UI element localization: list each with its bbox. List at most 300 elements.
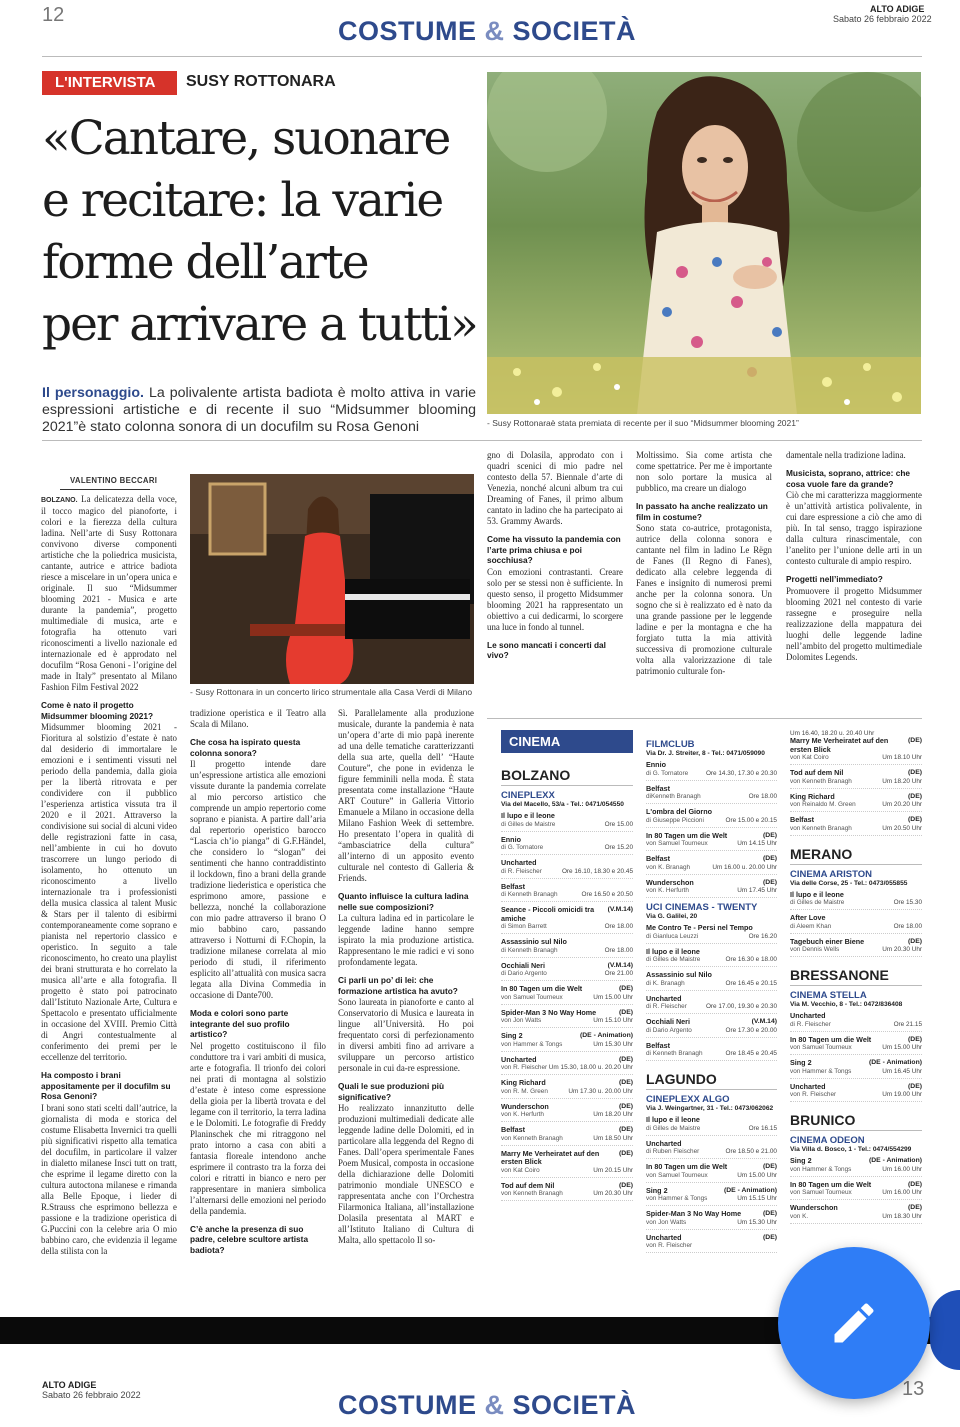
film-info-line — [646, 1195, 777, 1203]
section-title-amp: & — [484, 16, 505, 46]
cinema-column-3 — [790, 730, 922, 1308]
film-times: Ore 17.00, 19.30 e 20.30 — [705, 1003, 777, 1010]
film-rating: (V.M.14) — [607, 961, 633, 969]
film-times: Ore 18.00 — [748, 793, 777, 800]
cinema-name: CINEPLEXX ALGO — [646, 1094, 730, 1105]
film-director: di R. Fleischer — [646, 1003, 687, 1010]
film-info-line — [646, 1050, 777, 1058]
film-rating: (DE) — [763, 1233, 777, 1241]
film-title-line — [501, 1009, 633, 1018]
film-title-line — [501, 836, 633, 845]
film-title-line — [790, 1083, 922, 1092]
film-info-line — [501, 1088, 633, 1096]
film-title-line — [501, 985, 633, 994]
film-title: King Richard — [501, 1078, 546, 1087]
film-times: Um 15.15 Uhr — [737, 1195, 777, 1202]
film-title: Uncharted — [501, 858, 537, 867]
film-listing — [790, 769, 922, 789]
footer-paper-name: ALTO ADIGE — [42, 1380, 97, 1390]
film-title: Uncharted — [646, 1138, 682, 1148]
paper-date: Sabato 26 febbraio 2022 — [833, 14, 932, 24]
film-director: von Samuel Tourneux — [646, 840, 708, 847]
film-title-line — [790, 891, 922, 900]
film-listing — [501, 1079, 633, 1099]
film-title-line — [501, 859, 633, 868]
film-times: Um 18.30 Uhr — [882, 1212, 922, 1220]
film-listing — [501, 938, 633, 958]
question: Ci parli un po’ di lei: che formazione artistica ha avuto? — [338, 975, 458, 996]
film-title-line — [501, 1126, 633, 1135]
section-title-second: SOCIETÀ — [512, 16, 637, 46]
answer: Ho realizzato innanzitutto delle produzioni multimediali dedicate alle leggende ladine delle Dolomiti, ed in particolare alla leggenda del Regno di Fanes. Dall’opera sperimentale Fanes Poem Musical, composta in occasione della dichiarazione delle Dolomiti patrimonio mondiale UNESCO e rappresentata anche con l’Orchestra Filarmonica Italiana, all’installazione Dolasila presentata al MART e all’Istituto Italiano di Cultura di Malta, allo spettacolo Il so- — [338, 1103, 474, 1245]
film-info-line — [501, 947, 633, 955]
city-heading: BRESSANONE — [790, 967, 922, 986]
film-director: di Gilles de Maistre — [790, 899, 845, 906]
film-info-line — [790, 754, 922, 762]
film-rating: (DE) — [763, 878, 777, 886]
film-director: von R. Fleischer — [790, 1091, 837, 1098]
film-times: Um 16.00 Uhr — [882, 1189, 922, 1196]
film-info-line — [790, 825, 922, 833]
film-listing — [501, 906, 633, 934]
cinema-label: CINEMA — [501, 730, 633, 753]
film-times: Um 20.15 Uhr — [593, 1166, 633, 1174]
film-info-line — [501, 868, 633, 876]
article-column-3 — [338, 708, 474, 1306]
film-info-line — [646, 1125, 777, 1133]
portrait-photo — [487, 72, 921, 414]
film-title: Occhiali Neri — [646, 1017, 690, 1026]
cinema-address: Via Villa d. Bosco, 1 - Tel.: 0474/554299 — [790, 1146, 912, 1153]
film-times: Um 14.15 Uhr — [737, 840, 777, 847]
film-title-line — [646, 1210, 777, 1219]
film-rating: (DE) — [908, 816, 922, 823]
film-title-line — [646, 1234, 777, 1243]
film-director: von R. Fleischer — [501, 1064, 548, 1071]
film-times: Um 18.10 Uhr — [882, 754, 922, 761]
film-info-line — [646, 1242, 777, 1250]
film-listing — [646, 785, 777, 805]
film-title: In 80 Tagen um die Welt — [501, 984, 583, 993]
film-title: Me Contro Te - Persi nel Tempo — [646, 923, 753, 932]
footer-section-title — [338, 1390, 636, 1421]
film-listing — [501, 962, 633, 982]
film-title: After Love — [790, 913, 826, 922]
answer: I brani sono stati scelti dall’autrice, la giornalista di moda e storica del costume Elisabetta Invernici tra quelli più significativi rispetto alla tematica del docufilm, in particolare il valzer in dialetto milanese Insci tutt on tratt, che esprime il legame diretto con la cultura autoctona milanese e rimanda alla Belle Epoque, i lieder di R.Strauss che esprimono bellezza e passione e la tradizione operistica di G.Puccini con la celebre aria O mio babbino caro, che evidenzia il legame della stilista con la — [41, 1102, 177, 1256]
answer: gno di Dolasila, approdato con i quadri scenici di mio padre nel contesto della 57. Biennale d’arte di Venezia, nonché alcuni album tra cui Dreaming of Fanes, il primo album cantato in ladino che ha partecipato ai 53. Grammy Awards. — [487, 450, 623, 526]
film-listing — [790, 793, 922, 813]
film-times: Um 15.00 Uhr — [593, 993, 633, 1001]
film-times: Ore 15.20 — [604, 844, 633, 851]
film-times: Um 20.30 Uhr — [882, 946, 922, 953]
film-listing — [501, 1056, 633, 1076]
film-listing — [646, 1210, 777, 1230]
film-times: Ore 18.50 e 21.00 — [725, 1148, 777, 1155]
film-rating: (DE) — [908, 937, 922, 945]
film-times: Um 15.10 Uhr — [593, 1017, 633, 1024]
film-title-line — [501, 1056, 633, 1065]
film-title: Tod auf dem Nil — [501, 1180, 555, 1190]
film-rating: (DE) — [908, 769, 922, 776]
lede — [42, 385, 476, 436]
film-info-line — [501, 1190, 633, 1198]
film-title-line — [790, 1204, 922, 1213]
film-director: von Samuel Tourneux — [790, 1189, 852, 1196]
answer: Sono stata co-autrice, protagonista, autrice della colonna sonora e cantante nel film in ladino Le Rëgn de Fanes (Il Regno di Fanes), dedicato alla celebre leggenda di Fanes e insignito di numerosi premi anche per la colonna sonora. Un sogno che si è realizzato ed è nato da una grande passione per le leggende ladine e per la montagna e che ha forgiato tutta la mia attività successiva di promozione culturale volta alla valorizzazione di tale patrimonio culturale fon- — [636, 523, 772, 676]
portrait-caption: - Susy Rottonaraè stata premiata di recente per il suo “Midsummer blooming 2021” — [487, 418, 799, 428]
answer: Midsummer blooming 2021 - Fioritura al solstizio d’estate è nato dal desiderio di immortalare le emozioni e i sentimenti vissuti nel periodo della pandemia, dalla gioia per la libertà ritrovata e per condividere con il pubblico l’esperienza artistica vissuta tra il 2020 e il 2021. Attraverso la condivisione sui social di alcuni video delle registrazioni fatte in casa, nell’ambiente in cui ho dovuto trascorrere un lungo periodo di isolamento, ho ottenuto un riconoscimento a livello internazionale tra i professionisti della musica classica al talent Music & Stars per il talento di esibirmi contemporaneamente come soprano e pianista nel repertorio classico e operistico. In seguito a tale riconoscimento, ho creato una playlist dei brani strutturata e ho correlato la musica all’arte e alla fotografia. Il progetto è stato poi patrocinato dall’Istituto Nazionale Arte, Cultura e Spettacolo e presentato ufficialmente in occasione del XVIII. Premio Città di Angri contestualmente al conferimento dei premi per le eccellenze del territorio. — [41, 722, 177, 1062]
film-title-line — [790, 1059, 922, 1068]
question: Come ha vissuto la pandemia con l’arte prima chiusa e poi socchiusa? — [487, 534, 621, 565]
cinema-address: Via G. Galilei, 20 — [646, 913, 698, 920]
answer: Con emozioni contrastanti. Creare solo per se stessi non è sufficiente. In questo senso, il progetto Midsummer blooming 2021 ha rappresentato un obiettivo a cui dedicarmi, lo scorgere una luce in fondo al tunnel. — [487, 566, 623, 632]
film-title-line — [646, 1163, 777, 1172]
film-rating: (DE) — [908, 1180, 922, 1188]
film-director: di Gilles de Maistre — [501, 820, 556, 828]
interview-tag: L'INTERVISTA — [42, 71, 177, 95]
film-title: Tod auf dem Nil — [790, 768, 844, 777]
footer-page-number: 13 — [902, 1378, 925, 1400]
city-heading: LAGUNDO — [646, 1071, 777, 1090]
film-title: Marry Me Verheiratet auf den ersten Blick — [501, 1148, 600, 1166]
film-listing — [646, 1234, 777, 1254]
film-times: Ore 15.00 — [604, 820, 633, 828]
cinema-address: Via J. Weingartner, 31 - Tel.: 0473/062062 — [646, 1105, 774, 1112]
film-info-line — [501, 1167, 633, 1175]
film-title-line — [501, 1150, 633, 1167]
cinema-name: CINEPLEXX — [501, 790, 555, 801]
film-listing — [790, 938, 922, 958]
film-info-line — [646, 1219, 777, 1227]
film-rating: (V.M.14) — [751, 1018, 777, 1025]
pencil-edit-icon — [828, 1297, 880, 1349]
film-director: di R. Fleischer — [501, 867, 542, 875]
film-title-line — [790, 1036, 922, 1045]
film-title-line — [790, 938, 922, 947]
question: Musicista, soprano, attrice: che cosa vuole fare da grande? — [786, 468, 911, 489]
film-info-line — [646, 980, 777, 988]
film-times: Um 16.00 Uhr — [882, 1165, 922, 1173]
film-title: In 80 Tagen um die Welt — [790, 1034, 872, 1044]
film-info-line — [501, 821, 633, 829]
film-title: Wunderschon — [646, 877, 694, 887]
film-title: Wunderschon — [501, 1101, 549, 1111]
city-heading: MERANO — [790, 846, 922, 865]
film-rating: (DE) — [619, 1149, 633, 1157]
film-title: King Richard — [790, 791, 835, 801]
film-info-line — [646, 1027, 777, 1035]
question: Quanto influisce la cultura ladina nelle sue composizioni? — [338, 891, 469, 912]
cinema-name: CINEMA ODEON — [790, 1135, 865, 1146]
film-title-line — [646, 948, 777, 957]
film-times: Um 15.00 Uhr — [882, 1044, 922, 1051]
film-listing — [790, 891, 922, 911]
film-title-line — [501, 906, 633, 923]
film-title-line — [501, 962, 633, 971]
concert-photo — [190, 474, 474, 684]
cinema-address: Via delle Corse, 25 - Tel.: 0473/055855 — [790, 879, 908, 887]
answer: Promuovere il progetto Midsummer blooming 2021 nel contesto di varie rassegne e proseguire nella realizzazione della mappatura dei luoghi delle leggende ladine nell’ambito del progetto multimediale Dolomites Legends. — [786, 585, 922, 662]
film-director: di R. Fleischer — [790, 1020, 831, 1028]
film-title: Belfast — [501, 881, 525, 891]
film-director: di Ruben Fleischer — [646, 1148, 700, 1155]
film-rating: (DE) — [619, 1181, 633, 1189]
film-title: Occhiali Neri — [501, 960, 545, 970]
film-info-line — [790, 1166, 922, 1174]
film-listing — [790, 1157, 922, 1177]
film-title: Belfast — [646, 783, 670, 793]
film-director: di Dario Argento — [646, 1026, 692, 1034]
film-listing — [790, 1036, 922, 1056]
film-title: Spider-Man 3 No Way Home — [646, 1209, 742, 1218]
film-director: von Samuel Tourneux — [501, 993, 563, 1001]
film-listing — [501, 812, 633, 832]
film-title-line — [501, 938, 633, 947]
film-times: Ore 18.00 — [604, 923, 633, 930]
film-director: di Aleem Khan — [790, 922, 832, 930]
film-title-line — [501, 1103, 633, 1112]
film-title-line — [646, 1018, 777, 1027]
film-info-line — [646, 817, 777, 825]
film-info-line — [501, 970, 633, 978]
film-listing — [790, 816, 922, 836]
film-director: von Kenneth Branagh — [790, 777, 852, 785]
cinema-address: Via Dr. J. Streiter, 8 - Tel.: 0471/059090 — [646, 750, 765, 757]
portrait-photo-art — [487, 72, 921, 414]
film-listing — [646, 1018, 777, 1038]
article-column-6 — [786, 450, 922, 700]
film-info-line — [501, 994, 633, 1002]
film-rating: (DE - Animation) — [724, 1186, 777, 1194]
cinema-name: FILMCLUB — [646, 739, 695, 750]
film-times: Um 17.45 Uhr — [737, 887, 777, 894]
film-title: Il lupo e il leone — [646, 946, 700, 956]
film-listing — [646, 808, 777, 828]
film-title: Tagebuch einer Biene — [790, 936, 865, 946]
film-title: Marry Me Verheiratet auf den ersten Blick — [790, 736, 889, 754]
film-info-line — [501, 1064, 633, 1072]
film-title: Il lupo e il leone — [501, 811, 555, 820]
film-info-line — [646, 1148, 777, 1156]
answer: tradizione operistica e il Teatro alla Scala di Milano. — [190, 708, 326, 729]
section-title-main: COSTUME — [338, 16, 477, 46]
film-title-line — [790, 793, 922, 802]
film-director: di G. Tornatore — [501, 844, 544, 851]
film-times: Ore 17.30 e 20.00 — [725, 1026, 777, 1034]
footer-section-main: COSTUME — [338, 1390, 477, 1420]
film-listing — [501, 883, 633, 903]
film-times: Um 16.40, 18.20 u. 20.40 Uhr — [790, 730, 875, 737]
film-info-line — [501, 891, 633, 899]
film-director: von Hammer & Tongs — [501, 1040, 563, 1048]
film-title-line — [501, 1032, 633, 1041]
film-title: Uncharted — [646, 993, 682, 1003]
film-listing — [501, 1182, 633, 1202]
film-info-line — [646, 840, 777, 848]
answer: Ciò che mi caratterizza maggiormente è un’attività artistica polivalente, in cui dare espressione a ciò che amo di più. In tal senso, traggo ispirazione dalla cultura rinascimentale, con l’anelito per l’unione delle arti in un contesto culturale di ampio respiro. — [786, 490, 922, 566]
question: Che cosa ha ispirato questa colonna sonora? — [190, 737, 301, 758]
film-director: von Kenneth Branagh — [501, 1134, 563, 1142]
lede-text: La polivalente artista badiota è molto attiva in varie espressioni artistiche e di recente il suo “Midsummer blooming 2021”è stato colonna sonora di un docufilm su Rosa Genoni — [42, 385, 476, 435]
answer: La cultura ladina ed in particolare le leggende ladine hanno sempre ispirato la mia produzione artistica. Rappresentano le mie radici e vi sono profondamente legata. — [338, 913, 474, 967]
question: Progetti nell’immediato? — [786, 574, 883, 584]
film-info-line — [646, 793, 777, 801]
film-title-line — [790, 1012, 922, 1021]
film-listing — [646, 1187, 777, 1207]
film-title: Spider-Man 3 No Way Home — [501, 1007, 597, 1017]
film-info-line — [790, 778, 922, 786]
film-rating: (DE) — [908, 1035, 922, 1043]
film-title-line — [790, 1181, 922, 1190]
film-times: Um 19.00 Uhr — [882, 1091, 922, 1098]
question: Ha composto i brani appositamente per il docufilm su Rosa Genoni? — [41, 1070, 171, 1101]
film-info-line — [790, 1213, 922, 1221]
film-director: von Kat Coiro — [790, 754, 829, 761]
cinema-name: CINEMA ARISTON — [790, 868, 872, 880]
film-title: Belfast — [501, 1125, 525, 1134]
film-director: di Gilles de Maistre — [646, 956, 701, 963]
film-director: di Giuseppe Piccioni — [646, 816, 704, 824]
film-listing — [646, 1116, 777, 1136]
side-edge-tab — [930, 1290, 960, 1370]
film-director: von Hammer & Tongs — [790, 1165, 852, 1173]
film-times: Ore 18.00 — [604, 946, 633, 954]
film-rating: (DE) — [619, 1102, 633, 1110]
question: Come è nato il progetto Midsummer blooming 2021? — [41, 700, 154, 721]
film-times: Ore 15.30 — [893, 899, 922, 906]
cinema-list-2 — [646, 739, 777, 1253]
film-times: Ore 21.15 — [893, 1020, 922, 1028]
film-info-line — [501, 1111, 633, 1119]
film-title: Uncharted — [646, 1232, 682, 1242]
headline — [42, 108, 482, 356]
film-listing — [790, 737, 922, 765]
edit-fab-button[interactable] — [778, 1247, 930, 1399]
film-title: Uncharted — [501, 1054, 537, 1064]
film-title-line — [646, 1187, 777, 1196]
film-times: Um 15.30 Uhr — [737, 1218, 777, 1226]
city-heading: BOLZANO — [501, 767, 633, 786]
byline-rule — [60, 489, 150, 490]
film-rating: (DE) — [908, 1204, 922, 1211]
film-info-line — [790, 1021, 922, 1029]
film-rating: (DE - Animation) — [580, 1032, 633, 1039]
film-times: Ore 16.45 e 20.15 — [725, 979, 777, 987]
film-times: Um 18.20 Uhr — [882, 777, 922, 785]
film-info-line — [646, 1172, 777, 1180]
film-rating: (DE) — [763, 1210, 777, 1217]
film-title: Sing 2 — [790, 1058, 812, 1067]
film-listing — [501, 1032, 633, 1052]
film-title: Sing 2 — [790, 1156, 812, 1165]
answer: Moltissimo. Sia come artista che come spettatrice. Per me è importante non solo portare la musica al pubblico, ma creare un dialogo — [636, 450, 772, 493]
page-number: 12 — [42, 4, 65, 26]
film-times: Ore 16.10, 18.30 e 20.45 — [561, 867, 633, 875]
film-title: Seance - Piccoli omicidi tra amiche — [501, 905, 595, 923]
film-director: von K. Herfurth — [501, 1111, 544, 1118]
film-title: Sing 2 — [501, 1031, 523, 1040]
film-director: di Gianluca Leuzzi — [646, 932, 699, 940]
film-title-line — [646, 1042, 777, 1051]
footer-section-second: SOCIETÀ — [512, 1390, 637, 1420]
film-info-line — [790, 1068, 922, 1076]
film-director: von Kenneth Branagh — [790, 824, 852, 832]
film-listing — [790, 914, 922, 934]
article-column-4 — [487, 450, 623, 700]
film-times: Ore 14.30, 17.30 e 20.30 — [705, 769, 777, 777]
film-listing — [790, 1059, 922, 1079]
film-times: Ore 21.00 — [604, 970, 633, 977]
film-title: Uncharted — [790, 1011, 826, 1020]
film-listing — [501, 1009, 633, 1029]
film-director: di K. Branagh — [646, 979, 685, 987]
headline-line-4: per arrivare a tutti» — [42, 297, 477, 352]
film-listing — [646, 948, 777, 968]
film-times: Um 15.00 Uhr — [737, 1171, 777, 1179]
film-rating: (V.M.14) — [607, 906, 633, 913]
film-title-line — [646, 924, 777, 933]
answer: Sono laureata in pianoforte e canto al Conservatorio di Musica e laureata in lingue all’Università. Ho poi frequentato corsi di perfezionamento in diversi ambiti fino ad arrivare a sviluppare un percorso artistico personale in cui da-re espressione. — [338, 997, 474, 1073]
film-info-line — [646, 956, 777, 964]
film-title-line — [646, 995, 777, 1004]
film-title-line — [790, 914, 922, 923]
city-heading: BRUNICO — [790, 1112, 922, 1131]
film-info-line — [646, 864, 777, 872]
film-listing — [501, 859, 633, 879]
film-rating: (DE) — [619, 985, 633, 992]
answer: Nel progetto costituiscono il filo conduttore tra i vari ambiti di musica, arte e fotografia. Il trionfo dei colori nei prati di montagna al solstizio d’estate è inteso come espressione della gioia per la libertà trovata e del legame con il territorio, la terra ladina e le Dolomiti. Le fotografie di Freddy Planinschek che mi ritraggono nel prato intorno a casa con abiti a fantasia floreale intendono anche esprimere il contrasto tra la forza dei colori e ritratti in bianco e nero per rappresentare in maniera simbolica l’alternarsi delle emozioni nel periodo della pandemia. — [190, 1040, 326, 1216]
film-title-line — [790, 816, 922, 825]
film-title-line — [501, 812, 633, 821]
film-director: di Gilles de Maistre — [646, 1124, 701, 1132]
question: Le sono mancati i concerti dal vivo? — [487, 639, 606, 660]
lede-kicker: Il personaggio. — [42, 385, 144, 401]
intro-text: La delicatezza della voce, il tocco magico del pianoforte, i colori e la fierezza della cultura ladina. Nell’arte di Susy Rottonara convivono diverse componenti artistiche che la poliedrica musicista, cantante, autrice e attrice badiota riesce a miscelare in un’opera unica e originale. Il suo “Midsummer blooming 2021 - Musica e arte durante la pandemia”, progetto multimediale di musica, arte e fotografia ha ottenuto vari riconoscimenti a livello nazionale ed internazionale ed è approdato nel docufilm “Rosa Genoni - l’origine del made in Italy” presentato al Milano Fashion Film Festival 2022 — [41, 494, 177, 692]
film-listing — [646, 761, 777, 781]
film-listing — [790, 1181, 922, 1201]
film-info-line — [646, 887, 777, 895]
footer-paper-date: Sabato 26 febbraio 2022 — [42, 1390, 141, 1400]
film-director: von Jon Watts — [501, 1017, 542, 1024]
headline-line-1: «Cantare, suonare — [42, 111, 450, 166]
film-rating: (DE) — [619, 1008, 633, 1016]
film-times: Um 18.20 Uhr — [593, 1111, 633, 1118]
film-title: Belfast — [646, 1040, 670, 1050]
answer: Il progetto intende dare un’espressione artistica alle emozioni vissute durante la pandemia correlate al mio percorso artistico che comprende un ampio repertorio come soprano e pianista. A partire dall’aria dal repertorio operistico barocco “Lascia ch’io pianga” di G.F.Händel, che considero lo “slogan” dei sentimenti che hanno contraddistinto il lockdown, fino a brani della grande tradizione liederistica e operistica che esprimono amore, passione e bellezza, nonché la collaborazione con mio padre attraverso il brano O mio babbino caro, passando attraverso i Notturni di F.Chopin, la tradizione milanese correlata al mio periodo di studi, il riferimento esplicito all’attualità con musica sacra legata alla Divina Commedia in occasione di Dante700. — [190, 759, 326, 1000]
film-director: von Kat Coiro — [501, 1166, 540, 1174]
film-listing — [646, 924, 777, 944]
headline-line-2: e recitare: la varie — [42, 173, 443, 228]
film-director: von R. Fleischer — [646, 1242, 693, 1249]
film-times: Um 17.30 u. 20.00 Uhr — [568, 1087, 633, 1095]
film-listing — [790, 1012, 922, 1032]
film-info-line — [646, 1003, 777, 1011]
film-director: von R. M. Green — [501, 1087, 548, 1095]
film-listing — [501, 985, 633, 1005]
film-info-line — [501, 1017, 633, 1025]
film-times: Ore 16.30 e 18.00 — [725, 956, 777, 963]
film-title-line — [501, 1182, 633, 1191]
film-director: di Kenneth Branagh — [646, 1050, 703, 1057]
film-title-line — [790, 737, 922, 754]
film-info-line — [790, 946, 922, 954]
cinema-column-1 — [501, 730, 633, 1308]
film-director: di Simon Barrett — [501, 923, 547, 930]
paragraph — [41, 494, 177, 693]
film-director: von K. — [790, 1212, 809, 1220]
dateline: BOLZANO. — [41, 497, 78, 504]
film-title-line — [646, 785, 777, 794]
